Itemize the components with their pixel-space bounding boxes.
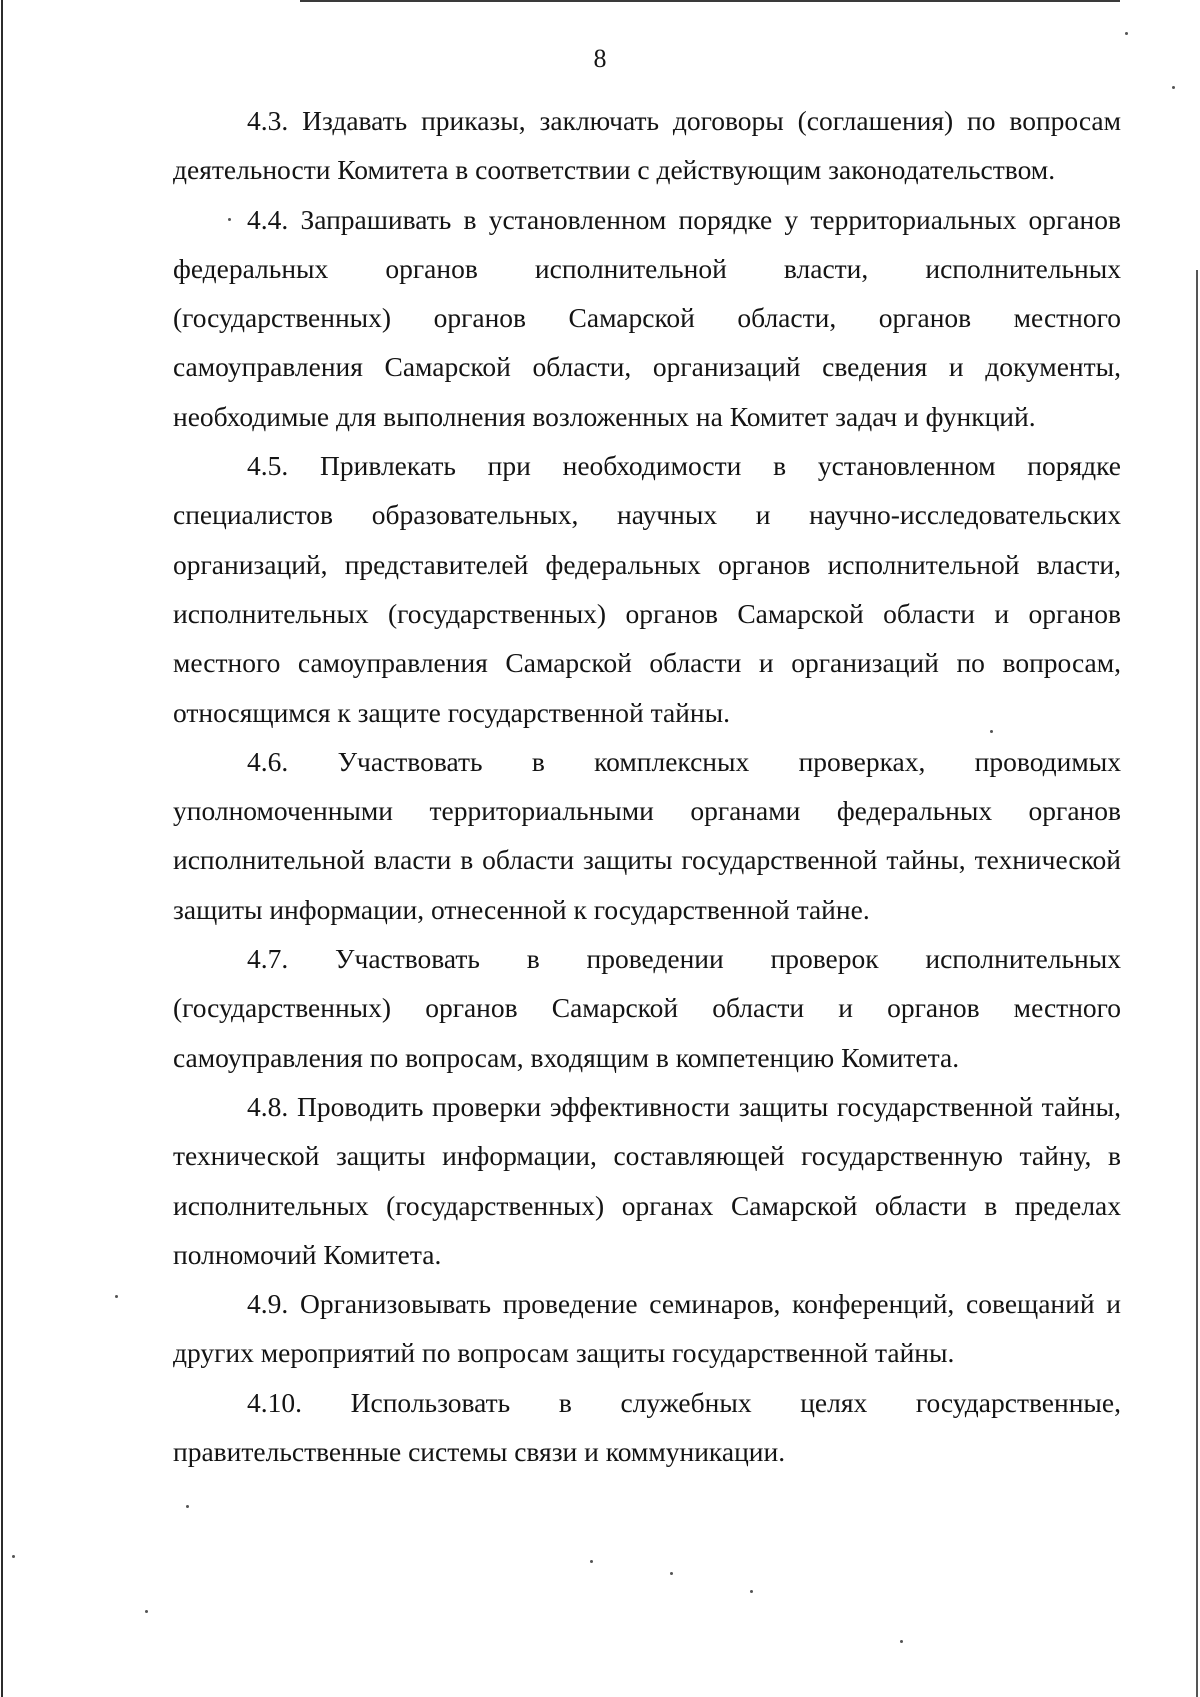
scan-speck xyxy=(990,730,993,733)
scan-speck xyxy=(590,1560,593,1563)
scan-speck xyxy=(750,1590,753,1593)
scan-speck xyxy=(186,1505,189,1508)
paragraph-4-6: 4.6. Участвовать в комплексных проверках, проводимых уполномоченными территориальными органами федеральных органов исполнительной власти в области защиты государственной тайны, технической защиты информации, отнесенной к государственной тайне. xyxy=(173,745,1121,925)
scan-speck xyxy=(115,1295,118,1298)
scan-right-edge xyxy=(1196,270,1198,1697)
scan-speck xyxy=(1125,32,1128,35)
scan-speck xyxy=(228,218,231,221)
paragraph-4-8: 4.8. Проводить проверки эффективности защиты государственной тайны, технической защиты информации, составляющей государственную тайну, в исполнительных (государственных) органах Самарской области в пределах полномочий Комитета. xyxy=(173,1090,1121,1270)
scan-speck xyxy=(12,1555,15,1558)
scan-speck xyxy=(145,1610,148,1613)
scan-speck xyxy=(900,1640,903,1643)
paragraph-4-10: 4.10. Использовать в служебных целях государственные, правительственные системы связи и коммуникации. xyxy=(173,1386,1121,1468)
scan-speck xyxy=(1172,86,1175,89)
scan-speck xyxy=(670,1572,673,1575)
scan-top-edge xyxy=(300,0,1120,2)
paragraph-4-5: 4.5. Привлекать при необходимости в установленном порядке специалистов образовательных, научных и научно-исследовательских организаций, представителей федеральных органов исполнительной власти, исполнительных (государственных) органов Самарской области и органов местного самоуправления Самарской области и организаций по вопросам, относящимся к защите государственной тайны. xyxy=(173,450,1121,728)
paragraph-4-3: 4.3. Издавать приказы, заключать договоры (соглашения) по вопросам деятельности Комитета в соответствии с действующим законодательством. xyxy=(173,105,1121,186)
paragraph-4-4: 4.4. Запрашивать в установленном порядке у территориальных органов федеральных органов исполнительной власти, исполнительных (государственных) органов Самарской области, органов местного самоуправления Самарской области, организаций сведения и документы, необходимые для выполнения возложенных на Комитет задач и функций. xyxy=(173,203,1121,432)
scan-left-edge xyxy=(1,0,3,1697)
page-number: 8 xyxy=(593,44,607,73)
paragraph-4-9: 4.9. Организовывать проведение семинаров, конференций, совещаний и других мероприятий по вопросам защиты государственной тайны. xyxy=(173,1288,1121,1369)
paragraph-4-7: 4.7. Участвовать в проведении проверок исполнительных (государственных) органов Самарской области и органов местного самоуправления по вопросам, входящим в компетенцию Комитета. xyxy=(173,943,1121,1073)
document-body xyxy=(173,96,1121,1476)
